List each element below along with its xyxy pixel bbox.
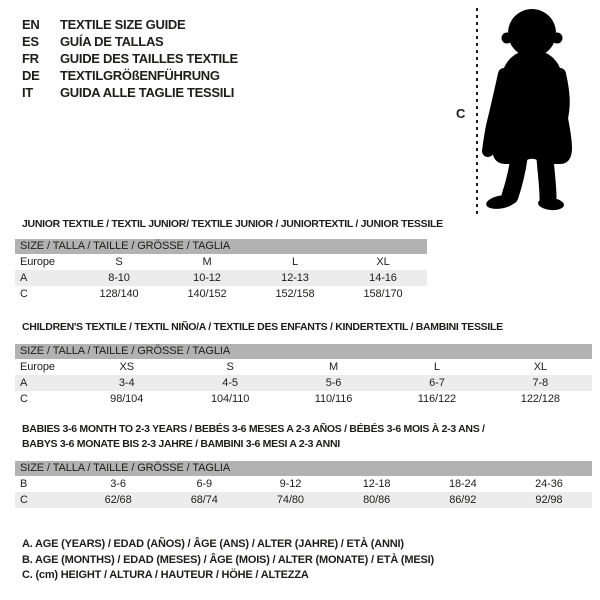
- age-cell: 6-7: [429, 377, 445, 389]
- babies-title-line-1: BABIES 3-6 MONTH TO 2-3 YEARS / BEBÉS 3-6 MESES A 2-3 AÑOS / BÉBÉS 3-6 MOIS À 2-3 ANS /: [22, 423, 485, 435]
- size-header-band: SIZE / TALLA / TAILLE / GRÖSSE / TAGLIA: [15, 239, 427, 254]
- height-cell: 62/68: [104, 494, 132, 506]
- children-table-title: CHILDREN'S TEXTILE / TEXTIL NIÑO/A / TEXTILE DES ENFANTS / KINDERTEXTIL / BAMBINI TESSILE: [22, 321, 503, 333]
- age-cell: 10-12: [193, 272, 221, 284]
- babies-title-line-2: BABYS 3-6 MONATE BIS 2-3 JAHRE / BAMBINI 3-6 MESI A 2-3 ANNI: [22, 438, 340, 450]
- age-cell: 3-6: [110, 478, 126, 490]
- size-header-band: SIZE / TALLA / TAILLE / GRÖSSE / TAGLIA: [15, 344, 592, 359]
- legend-line-b: B. AGE (MONTHS) / EDAD (MESES) / ÂGE (MOIS) / ALTER (MONATE) / ETÀ (MESI): [22, 553, 434, 566]
- junior-size-table: [15, 239, 427, 302]
- age-cell: 24-36: [535, 478, 563, 490]
- size-cell: XS: [119, 361, 134, 373]
- size-header-band: SIZE / TALLA / TAILLE / GRÖSSE / TAGLIA: [15, 461, 592, 476]
- row-label: Europe: [20, 361, 55, 373]
- age-cell: 12-18: [362, 478, 391, 490]
- age-cell: 12-13: [281, 272, 309, 284]
- junior-table-title: JUNIOR TEXTILE / TEXTIL JUNIOR/ TEXTILE JUNIOR / JUNIORTEXTIL / JUNIOR TESSILE: [22, 218, 443, 230]
- legend-line-c: C. (cm) HEIGHT / ALTURA / HAUTEUR / HÖHE / ALTEZZA: [22, 569, 309, 581]
- language-title: GUIDE DES TAILLES TEXTILE: [60, 51, 238, 66]
- row-label: C: [20, 288, 28, 300]
- height-marker-label: C: [456, 106, 466, 121]
- legend-line-a: A. AGE (YEARS) / EDAD (AÑOS) / ÂGE (ANS) / ALTER (JAHRE) / ETÀ (ANNI): [22, 538, 404, 550]
- table-row: [15, 270, 427, 286]
- height-dashed-line: [476, 8, 478, 214]
- size-cell: L: [291, 256, 299, 268]
- table-row: [15, 375, 592, 391]
- babies-size-table: [15, 461, 592, 508]
- size-cell: L: [433, 361, 440, 373]
- language-title: GUIDA ALLE TAGLIE TESSILI: [60, 85, 235, 100]
- row-label: C: [20, 393, 28, 405]
- language-title: TEXTILE SIZE GUIDE: [60, 17, 186, 32]
- babies-table-title: [22, 422, 485, 452]
- size-cell: S: [226, 361, 234, 373]
- age-cell: 5-6: [325, 377, 342, 389]
- age-cell: 7-8: [532, 377, 549, 389]
- height-cell: 86/92: [449, 494, 477, 506]
- table-row: [15, 391, 592, 407]
- height-cell: 122/128: [520, 393, 560, 405]
- height-cell: 110/116: [314, 393, 353, 405]
- age-cell: 14-16: [369, 272, 397, 284]
- language-row-de: [22, 67, 238, 84]
- row-label: Europe: [20, 256, 55, 268]
- height-cell: 140/152: [187, 288, 227, 300]
- language-code: FR: [22, 51, 39, 66]
- row-label: A: [20, 377, 28, 389]
- row-label: B: [20, 478, 28, 490]
- size-cell: XL: [376, 256, 390, 268]
- size-cell: S: [115, 256, 123, 268]
- height-cell: 116/122: [417, 393, 457, 405]
- age-cell: 8-10: [108, 272, 130, 284]
- height-cell: 80/86: [363, 494, 391, 506]
- language-code: EN: [22, 17, 40, 32]
- age-cell: 6-9: [196, 478, 213, 490]
- toddler-silhouette-image: [482, 6, 582, 211]
- height-cell: 128/140: [99, 288, 139, 300]
- size-cell: XL: [533, 361, 547, 373]
- table-row: [15, 476, 592, 492]
- height-cell: 68/74: [190, 494, 218, 506]
- table-row: [15, 286, 427, 302]
- height-cell: 152/158: [275, 288, 315, 300]
- language-code: ES: [22, 34, 39, 49]
- language-row-it: [22, 84, 238, 101]
- language-title: TEXTILGRÖßENFÜHRUNG: [60, 68, 220, 83]
- language-title-list: [22, 16, 238, 101]
- table-row: [15, 254, 427, 270]
- language-code: IT: [22, 85, 33, 100]
- language-row-es: [22, 33, 238, 50]
- height-cell: 98/104: [110, 393, 144, 405]
- height-measure-figure: [450, 4, 598, 219]
- height-cell: 74/80: [276, 494, 304, 506]
- height-cell: 92/98: [535, 494, 563, 506]
- children-size-table: [15, 344, 592, 407]
- language-row-fr: [22, 50, 238, 67]
- height-cell: 104/110: [210, 393, 250, 405]
- table-row: [15, 492, 592, 508]
- height-cell: 158/170: [363, 288, 403, 300]
- age-cell: 18-24: [448, 478, 477, 490]
- size-cell: M: [202, 256, 212, 268]
- language-code: DE: [22, 68, 40, 83]
- age-cell: 3-4: [118, 377, 135, 389]
- language-title: GUÍA DE TALLAS: [60, 34, 164, 49]
- age-cell: 9-12: [279, 478, 302, 490]
- measurement-legend: [22, 537, 434, 584]
- table-row: [15, 359, 592, 375]
- row-label: C: [20, 494, 28, 506]
- size-cell: M: [328, 361, 339, 373]
- age-cell: 4-5: [222, 377, 238, 389]
- language-row-en: [22, 16, 238, 33]
- row-label: A: [20, 272, 28, 284]
